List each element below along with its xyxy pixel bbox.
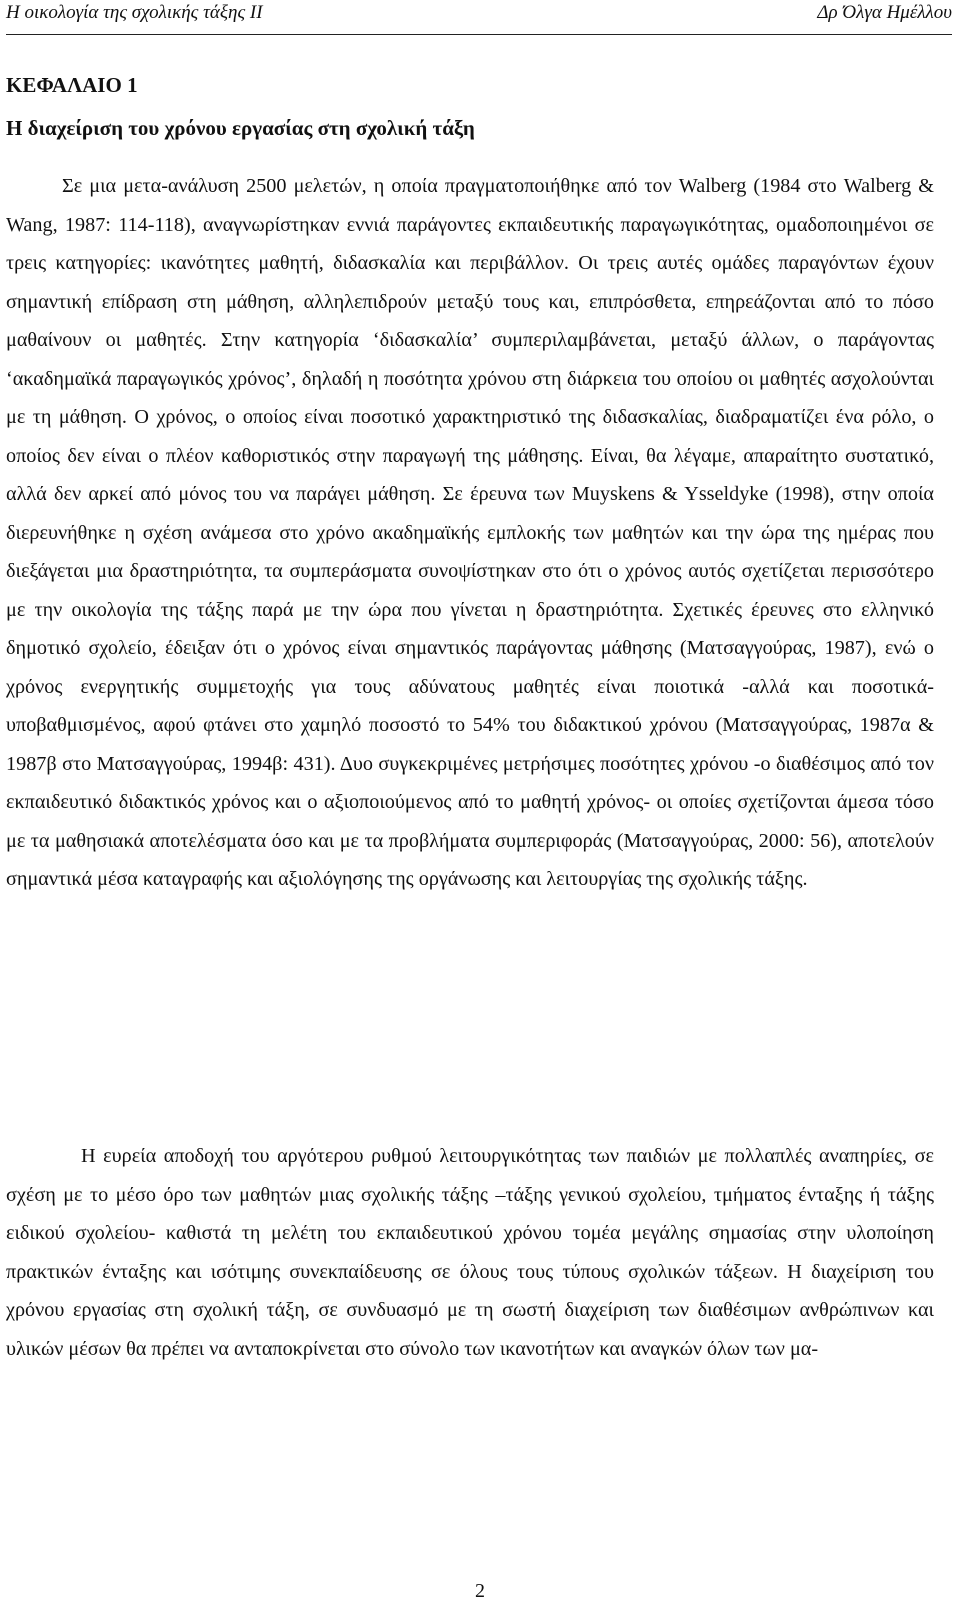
chapter-label: ΚΕΦΑΛΑΙΟ 1 [6, 73, 138, 97]
chapter-title: Η διαχείριση του χρόνου εργασίας στη σχολική τάξη [6, 116, 475, 140]
page-number: 2 [475, 1580, 485, 1602]
running-header [6, 0, 952, 35]
paragraph: Σε μια μετα-ανάλυση 2500 μελετών, η οποία πραγματοποιήθηκε από τον Walberg (1984 στο Walberg & Wang, 1987: 114-118), αναγνωρίστηκαν εννιά παράγοντες εκπαιδευτικής παραγωγικότητας, ομαδοποιημένοι σε τρεις κατηγορίες: ικανότητες μαθητή, διδασκαλία και περιβάλλον. Οι τρεις αυτές ομάδες παραγόντων έχουν σημαντική επίδραση στη μάθηση, αλληλεπιδρούν μεταξύ τους και, επιπρόσθετα, επηρεάζονται από το πόσο μαθαίνουν οι μαθητές. Στην κατηγορία ‘διδασκαλία’ συμπεριλαμβάνεται, μεταξύ άλλων, ο παράγοντας ‘ακαδημαϊκά παραγωγικός χρόνος’, δηλαδή η ποσότητα χρόνου στη διάρκεια του οποίου οι μαθητές ασχολούνται με τη μάθηση. Ο χρόνος, ο οποίος είναι ποσοτικό χαρακτηριστικό της διδασκαλίας, διαδραματίζει ένα ρόλο, ο οποίος δεν είναι ο πλέον καθοριστικός στην παραγωγή της μάθησης. Είναι, θα λέγαμε, απαραίτητο συστατικό, αλλά δεν αρκεί από μόνος του να παράγει μάθηση. Σε έρευνα των Muyskens & Ysseldyke (1998), στην οποία διερευνήθηκε η σχέση ανάμεσα στο χρόνο ακαδημαϊκής εμπλοκής των μαθητών και την ώρα της ημέρας που διεξάγεται μια δραστηριότητα, τα συμπεράσματα συνοψίστηκαν στο ότι ο χρόνος αυτός σχετίζεται περισσότερο με την οικολογία της τάξης παρά με την ώρα που γίνεται η δραστηριότητα. Σχετικές έρευνες στο ελληνικό δημοτικό σχολείο, έδειξαν ότι ο χρόνος είναι σημαντικός παράγοντας μάθησης (Ματσαγγούρας, 1987), ενώ ο χρόνος ενεργητικής συμμετοχής για τους αδύνατους μαθητές είναι ποιοτικά -αλλά και ποσοτικά- υποβαθμισμένος, αφού φτάνει στο χαμηλό ποσοστό το 54% του διδακτικού χρόνου (Ματσαγγούρας, 1987α & 1987β στο Ματσαγγούρας, 1994β: 431). Δυο συγκεκριμένες μετρήσιμες ποσότητες χρόνου -ο διαθέσιμος από τον εκπαιδευτικό διδακτικός χρόνος και ο αξιοποιούμενος από το μαθητή χρόνος- οι οποίες σχετίζονται άμεσα τόσο με τα μαθησιακά αποτελέσματα όσο και με τα προβλήματα συμπεριφοράς (Ματσαγγούρας, 2000: 56), αποτελούν σημαντικά μέσα καταγραφής και αξιολόγησης της οργάνωσης και λειτουργίας της σχολικής τάξης. [6, 175, 935, 890]
header-book-title: Η οικολογία της σχολικής τάξης ΙΙ [6, 2, 263, 23]
header-author: Δρ Όλγα Ημέλλου [817, 2, 952, 23]
paragraph: Η ευρεία αποδοχή του αργότερου ρυθμού λειτουργικότητας των παιδιών με πολλαπλές αναπηρίες, σε σχέση με το μέσο όρο των μαθητών μιας σχολικής τάξης –τάξης γενικού σχολείου, τμήματος ένταξης ή τάξης ειδικού σχολείου- καθιστά τη μελέτη του εκπαιδευτικού χρόνου τομέα μεγάλης σημασίας στην υλοποίηση πρακτικών ένταξης και ισότιμης συνεκπαίδευσης σε όλους τους τύπους σχολικών τάξεων. Η διαχείριση του χρόνου εργασίας στη σχολική τάξη, σε συνδυασμό με τη σωστή διαχείριση των διαθέσιμων ανθρώπινων και υλικών μέσων θα πρέπει να ανταποκρίνεται στο σύνολο των ικανοτήτων και αναγκών όλων των μα- [6, 1145, 934, 1360]
